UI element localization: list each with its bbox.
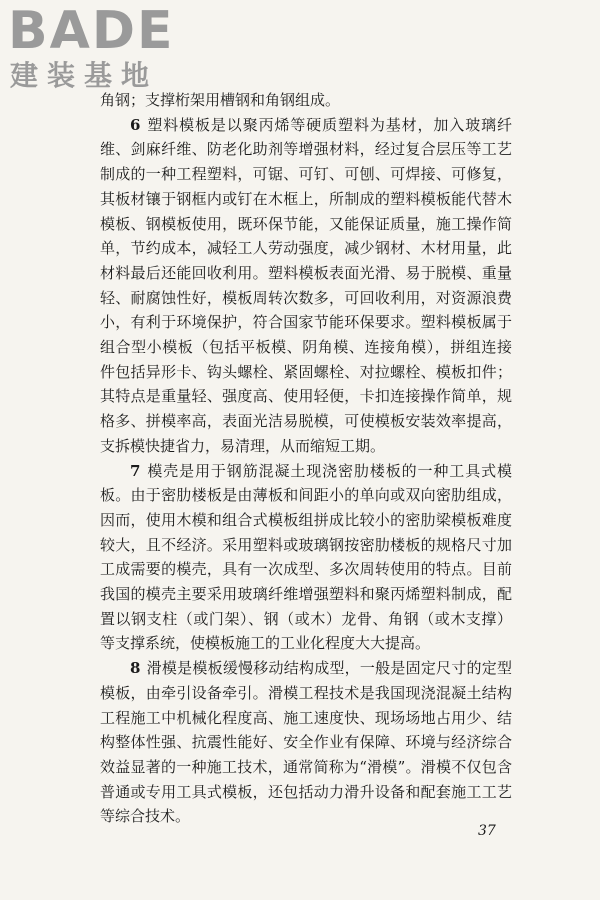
clause-text: 滑模是模板缓慢移动结构成型，一般是固定尺寸的定型模板，由牵引设备牵引。滑模工程技术是我国现浇混凝土结构工程施工中机械化程度高、施工速度快、现场场地占用少、结构整体性强、抗震性能好、安全作业有保障、环境与经济综合效益显著的一种施工技术，通常简称为“滑模”。滑模不仅包含普通或专用工具式模板，还包括动力滑升设备和配套施工工艺等综合技术。 [100, 659, 512, 826]
clause-number: 7 [130, 461, 141, 480]
clause-number: 6 [130, 115, 141, 134]
logo-wordmark: BADE [8, 1, 175, 61]
clause-text: 塑料模板是以聚丙烯等硬质塑料为基材，加入玻璃纤维、剑麻纤维、防老化助剂等增强材料，经过复合层压等工艺制成的一种工程塑料，可锯、可钉、可刨、可焊接、可修复，其板材镶于钢框内或钉在木框上，所制成的塑料模板能代替木模板、钢模板使用，既环保节能，又能保证质量，施工操作简单，节约成本，减轻工人劳动强度，减少钢材、木材用量，此材料最后还能回收利用。塑料模板表面光滑、易于脱模、重量轻、耐腐蚀性好，模板周转次数多，可回收利用，对资源浪费小，有利于环境保护，符合国家节能环保要求。塑料模板属于组合型小模板（包括平板模、阴角模、连接角模），拼组连接件包括异形卡、钩头螺栓、紧固螺栓、对拉螺栓、模板扣件；其特点是重量轻、强度高、使用轻便，卡扣连接操作简单，规格多、拼模率高，表面光洁易脱模，可使模板安装效率提高，支拆模快捷省力，易清理，从而缩短工期。 [100, 115, 512, 455]
continuation-text: 角钢；支撑桁架用槽钢和角钢组成。 [100, 91, 341, 109]
page-number: 37 [478, 823, 496, 839]
clause-text: 模壳是用于钢筋混凝土现浇密肋楼板的一种工具式模板。由于密肋楼板是由薄板和间距小的单向或双向密肋组成，因而，使用木模和组合式模板组拼成比较小的密肋梁模板难度较大，且不经济。采用塑料或玻璃钢按密肋楼板的规格尺寸加工成需要的模壳，具有一次成型、多次周转使用的特点。目前我国的模壳主要采用玻璃纤维增强塑料和聚丙烯塑料制成，配置以钢支柱（或门架）、钢（或木）龙骨、角钢（或木支撑）等支撑系统，使模板施工的工业化程度大大提高。 [100, 461, 512, 653]
clause-8 [100, 656, 512, 829]
clause-6 [100, 113, 512, 459]
page-body [100, 88, 512, 829]
clause-number: 8 [130, 659, 141, 678]
clause-7 [100, 459, 512, 657]
logo-subtitle: 建装基地 [10, 59, 159, 92]
bade-logo [8, 2, 183, 98]
